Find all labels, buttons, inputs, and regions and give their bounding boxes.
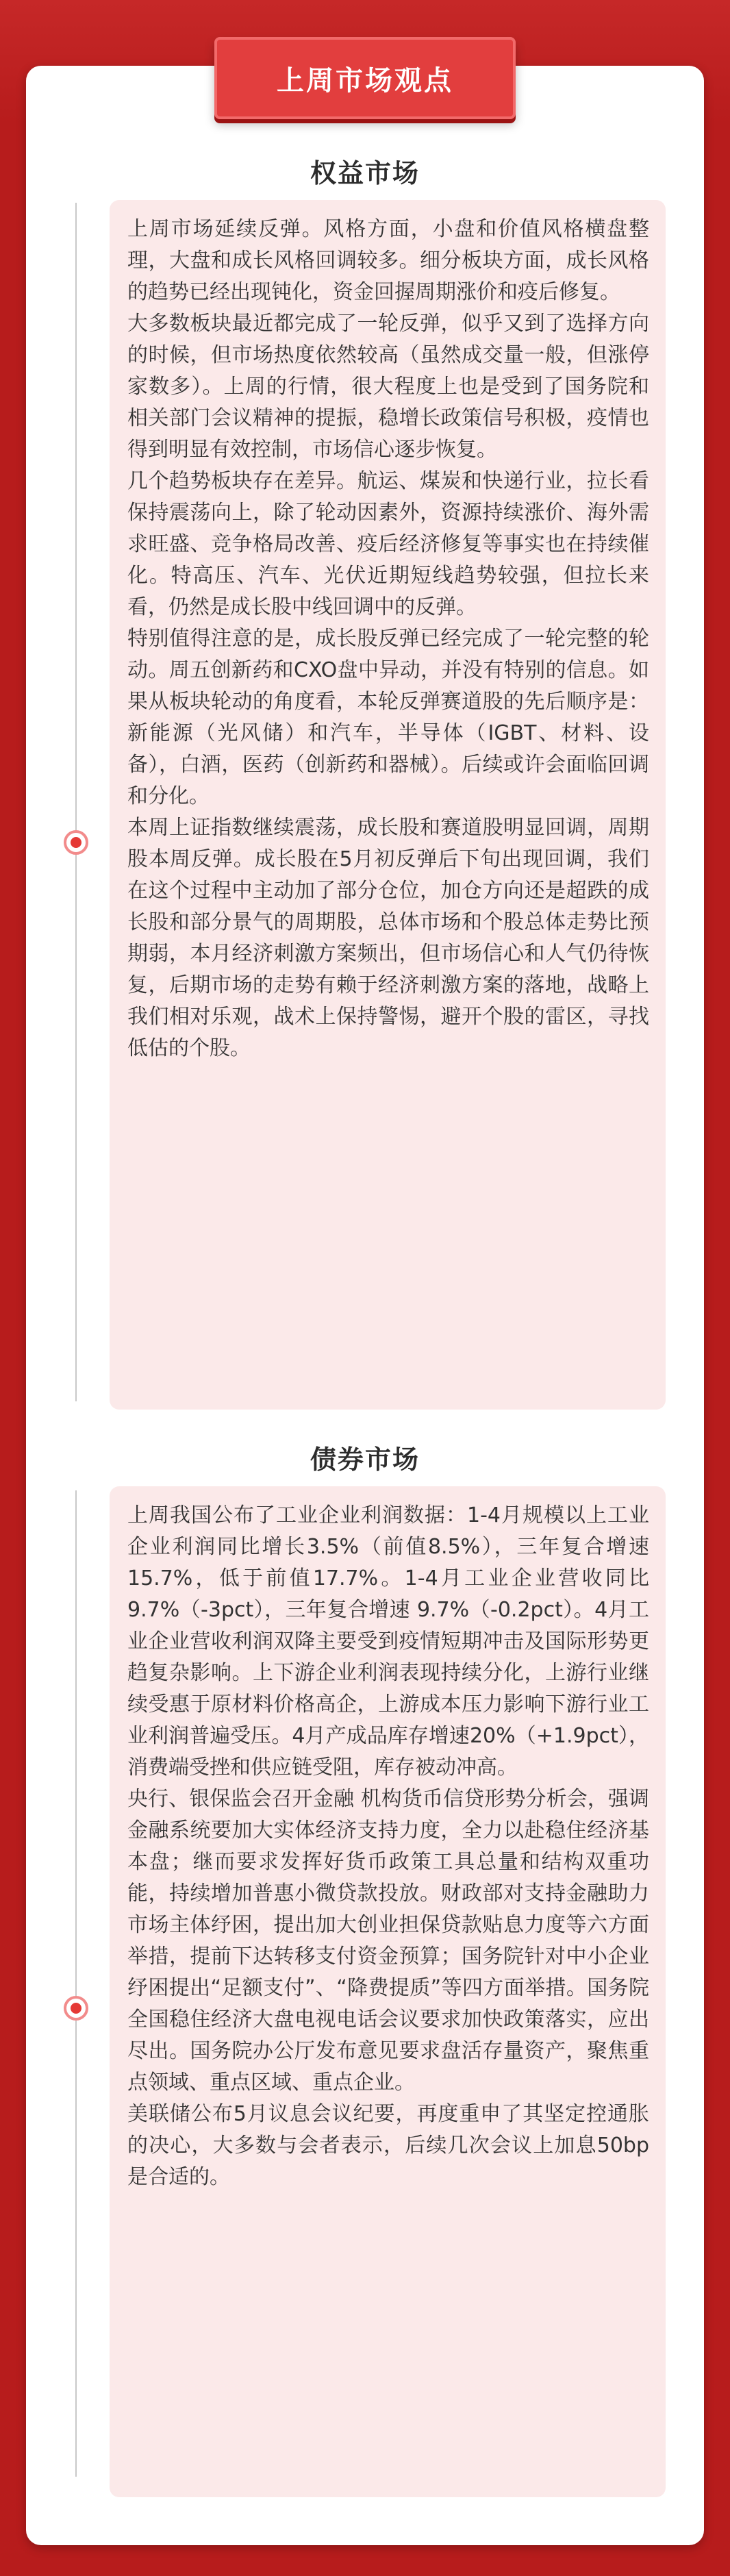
bond-paragraph-3: 美联储公布5月议息会议纪要，再度重申了其坚定控通胀的决心，大多数与会者表示，后续几次会议上加息50bp是合适的。 bbox=[127, 2102, 649, 2189]
bond-paragraph-1: 上周我国公布了工业企业利润数据：1-4月规模以上工业企业利润同比增长3.5%（前值8.5%），三年复合增速15.7%，低于前值17.7%。1-4月工业企业营收同比9.7%（-3pct），三年复合增速 9.7%（-0.2pct）。4月工业企业营收利润双降主要受到疫情短期冲击及国际形势更趋复杂影响。上下游企业利润表现持续分化，上游行业继续受惠于原材料价格高企，上游成本压力影响下游行业工业利润普遍受压。4月产成品库存增速20%（+1.9pct），消费端受挫和供应链受阻，库存被动冲高。 bbox=[127, 1503, 649, 1779]
timeline-dot-equity bbox=[64, 830, 88, 855]
header-tab bbox=[214, 37, 516, 119]
page-title: 上周市场观点 bbox=[277, 64, 453, 97]
timeline-line-equity bbox=[75, 203, 77, 1401]
bond-paragraph-2: 央行、银保监会召开金融 机构货币信贷形势分析会，强调金融系统要加大实体经济支持力度，全力以赴稳住经济基本盘；继而要求发挥好货币政策工具总量和结构双重功能，持续增加普惠小微贷款投放。财政部对支持金融助力市场主体纾困，提出加大创业担保贷款贴息力度等六方面举措，提前下达转移支付资金预算；国务院针对中小企业纾困提出“足额支付”、“降费提质”等四方面举措。国务院全国稳住经济大盘电视电话会议要求加快政策落实，应出尽出。国务院办公厅发布意见要求盘活存量资产，聚焦重点领域、重点区域、重点企业。 bbox=[127, 1787, 649, 2094]
section-title-bond: 债券市场 bbox=[310, 1445, 420, 1475]
equity-paragraph-4: 特别值得注意的是，成长股反弹已经完成了一轮完整的轮动。周五创新药和CXO盘中异动，并没有特别的信息。如果从板块轮动的角度看，本轮反弹赛道股的先后顺序是：新能源（光风储）和汽车，半导体（IGBT、材料、设备），白酒，医药（创新药和器械）。后续或许会面临回调和分化。 bbox=[127, 627, 649, 808]
equity-paragraph-1: 上周市场延续反弹。风格方面，小盘和价值风格横盘整理，大盘和成长风格回调较多。细分板块方面，成长风格的趋势已经出现钝化，资金回握周期涨价和疫后修复。 bbox=[127, 217, 649, 304]
equity-paragraph-2: 大多数板块最近都完成了一轮反弹，似乎又到了选择方向的时候，但市场热度依然较高（虽然成交量一般，但涨停家数多）。上周的行情，很大程度上也是受到了国务院和相关部门会议精神的提振，稳增长政策信号积极，疫情也得到明显有效控制，市场信心逐步恢复。 bbox=[127, 312, 649, 462]
bond-text-box bbox=[110, 1486, 666, 2497]
section-title-equity: 权益市场 bbox=[310, 158, 420, 188]
timeline-dot-bond bbox=[64, 1996, 88, 2021]
equity-text-box bbox=[110, 200, 666, 1410]
equity-paragraph-3: 几个趋势板块存在差异。航运、煤炭和快递行业，拉长看保持震荡向上，除了轮动因素外，资源持续涨价、海外需求旺盛、竞争格局改善、疫后经济修复等事实也在持续催化。特高压、汽车、光伏近期短线趋势较强，但拉长来看，仍然是成长股中线回调中的反弹。 bbox=[127, 469, 649, 619]
timeline-line-bond bbox=[75, 1490, 77, 2477]
equity-paragraph-5: 本周上证指数继续震荡，成长股和赛道股明显回调，周期股本周反弹。成长股在5月初反弹后下旬出现回调，我们在这个过程中主动加了部分仓位，加仓方向还是超跌的成长股和部分景气的周期股，总体市场和个股总体走势比预期弱，本月经济刺激方案频出，但市场信心和人气仍待恢复，后期市场的走势有赖于经济刺激方案的落地，战略上我们相对乐观，战术上保持警惕，避开个股的雷区，寻找低估的个股。 bbox=[127, 816, 649, 1060]
